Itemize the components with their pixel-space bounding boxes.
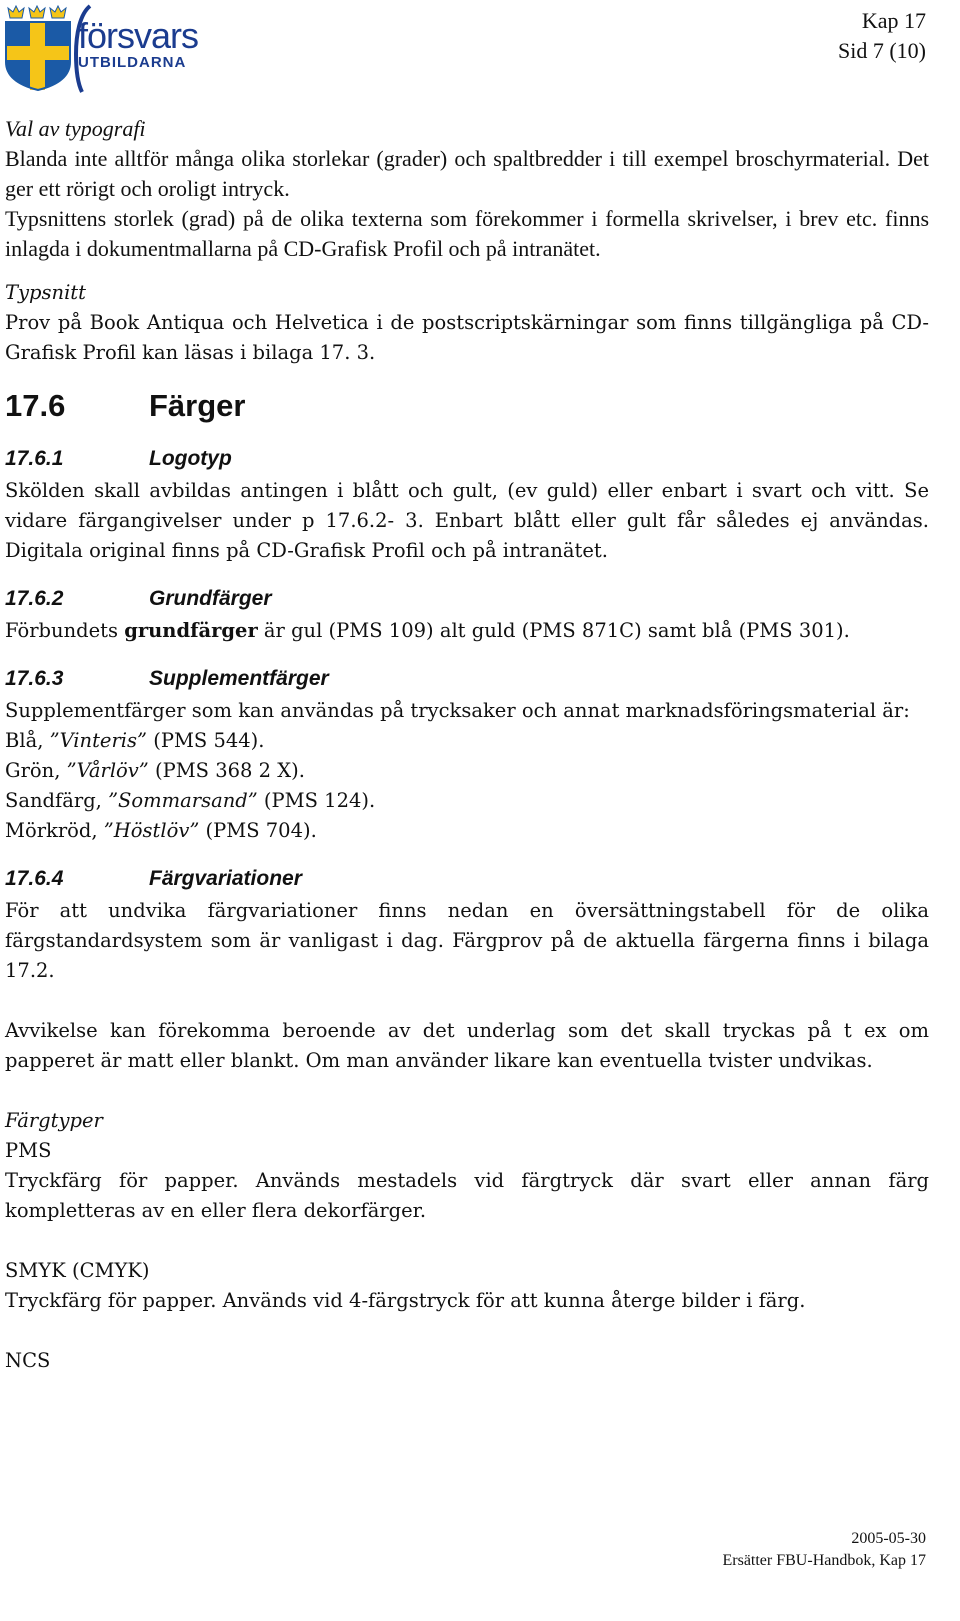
logo-subtitle: UTBILDARNA bbox=[78, 54, 187, 71]
chapter-label: Kap 17 bbox=[861, 8, 926, 33]
text-span: (PMS 544). bbox=[147, 729, 265, 752]
subsection-title: Supplementfärger bbox=[149, 667, 329, 690]
section-title: Färger bbox=[149, 388, 246, 423]
subsection-title: Grundfärger bbox=[149, 587, 272, 610]
fargvariationer-paragraph-2: Avvikelse kan förekomma beroende av det underlag som det skall tryckas på t ex om papperet är matt eller blankt. Om man använder likare kan eventuella tvister undvikas. bbox=[5, 1019, 929, 1072]
pms-description: Tryckfärg för papper. Används mestadels vid färgtryck där svart eller annan färg kompletteras av en eller flera dekorfärger. bbox=[5, 1169, 929, 1222]
text-span: Mörkröd, bbox=[5, 819, 104, 842]
text-span: (PMS 368 2 X). bbox=[148, 759, 305, 782]
text-span: Förbundets bbox=[5, 619, 125, 642]
subsection-heading-supplementfarger bbox=[5, 664, 929, 694]
color-name: ”Vinteris” bbox=[49, 729, 148, 752]
document-body bbox=[5, 114, 929, 1376]
color-name: ”Höstlöv” bbox=[103, 819, 200, 842]
subsection-heading-grundfarger bbox=[5, 584, 929, 614]
color-name: ”Vårlöv” bbox=[66, 759, 149, 782]
text-span: (PMS 704). bbox=[199, 819, 317, 842]
smyk-label: SMYK (CMYK) bbox=[5, 1259, 150, 1282]
shield-logo-icon bbox=[4, 4, 74, 92]
color-item bbox=[5, 786, 929, 816]
fargvariationer-paragraph-1: För att undvika färgvariationer finns nedan en översättningstabell för de olika färgstandardsystem som är vanligast i dag. Färgprov på de aktuella färgerna finns i bilaga 17.2. bbox=[5, 899, 929, 982]
logo-word: försvars bbox=[78, 15, 199, 56]
logotyp-paragraph: Skölden skall avbildas antingen i blått och gult, (ev guld) eller enbart i svart och vitt. Se vidare färgangivelser under p 17.6.2- 3. Enbart blått eller gult får således ej användas. Digitala original finns på CD-Grafisk Profil och på intranätet. bbox=[5, 479, 929, 562]
color-item bbox=[5, 756, 929, 786]
typsnitt-paragraph: Prov på Book Antiqua och Helvetica i de postscriptskärningar som finns tillgängliga på CD-Grafisk Profil kan läsas i bilaga 17. 3. bbox=[5, 311, 929, 364]
smyk-description: Tryckfärg för papper. Används vid 4-färgstryck för att kunna återge bilder i färg. bbox=[5, 1289, 806, 1312]
text-span: är gul (PMS 109) alt guld (PMS 871C) samt blå (PMS 301). bbox=[257, 619, 850, 642]
page-footer bbox=[722, 1528, 926, 1572]
page-number: Sid 7 (10) bbox=[838, 38, 926, 63]
pms-label: PMS bbox=[5, 1139, 52, 1162]
forsvarsutbildarna-logo bbox=[4, 4, 214, 94]
typsnitt-heading: Typsnitt bbox=[5, 281, 86, 304]
grundfarger-paragraph bbox=[5, 616, 929, 646]
section-number: 17.6 bbox=[5, 388, 66, 423]
ncs-label: NCS bbox=[5, 1349, 51, 1372]
typografi-paragraph-2: Typsnittens storlek (grad) på de olika texterna som förekommer i formella skrivelser, i brev etc. finns inlagda i dokumentmallarna på CD-Grafisk Profil och på intranätet. bbox=[5, 206, 929, 261]
section-heading-farger bbox=[5, 386, 929, 426]
subsection-number: 17.6.1 bbox=[5, 447, 64, 470]
fargtyper-heading: Färgtyper bbox=[5, 1109, 103, 1132]
text-span: Sandfärg, bbox=[5, 789, 109, 812]
typografi-paragraph-1: Blanda inte alltför många olika storlekar (grader) och spaltbredder i till exempel broschyrmaterial. Det ger ett rörigt och oroligt intryck. bbox=[5, 146, 929, 201]
subsection-title: Färgvariationer bbox=[149, 867, 302, 890]
subsection-number: 17.6.4 bbox=[5, 867, 64, 890]
footer-replaces: Ersätter FBU-Handbok, Kap 17 bbox=[722, 1552, 926, 1569]
color-item bbox=[5, 726, 929, 756]
subsection-number: 17.6.3 bbox=[5, 667, 64, 690]
footer-date: 2005-05-30 bbox=[851, 1530, 926, 1547]
color-item bbox=[5, 816, 929, 846]
color-name: ”Sommarsand” bbox=[108, 789, 258, 812]
text-span: (PMS 124). bbox=[257, 789, 376, 812]
subsection-heading-fargvariationer bbox=[5, 864, 929, 894]
supplementfarger-intro: Supplementfärger som kan användas på trycksaker och annat marknadsföringsmaterial är: bbox=[5, 699, 910, 722]
page-reference bbox=[838, 6, 926, 66]
text-span: Blå, bbox=[5, 729, 50, 752]
subsection-heading-logotyp bbox=[5, 444, 929, 474]
text-span: Grön, bbox=[5, 759, 67, 782]
subsection-title: Logotyp bbox=[149, 447, 232, 470]
emphasis-span: grundfärger bbox=[124, 619, 258, 642]
subsection-number: 17.6.2 bbox=[5, 587, 64, 610]
typografi-heading: Val av typografi bbox=[5, 116, 146, 141]
